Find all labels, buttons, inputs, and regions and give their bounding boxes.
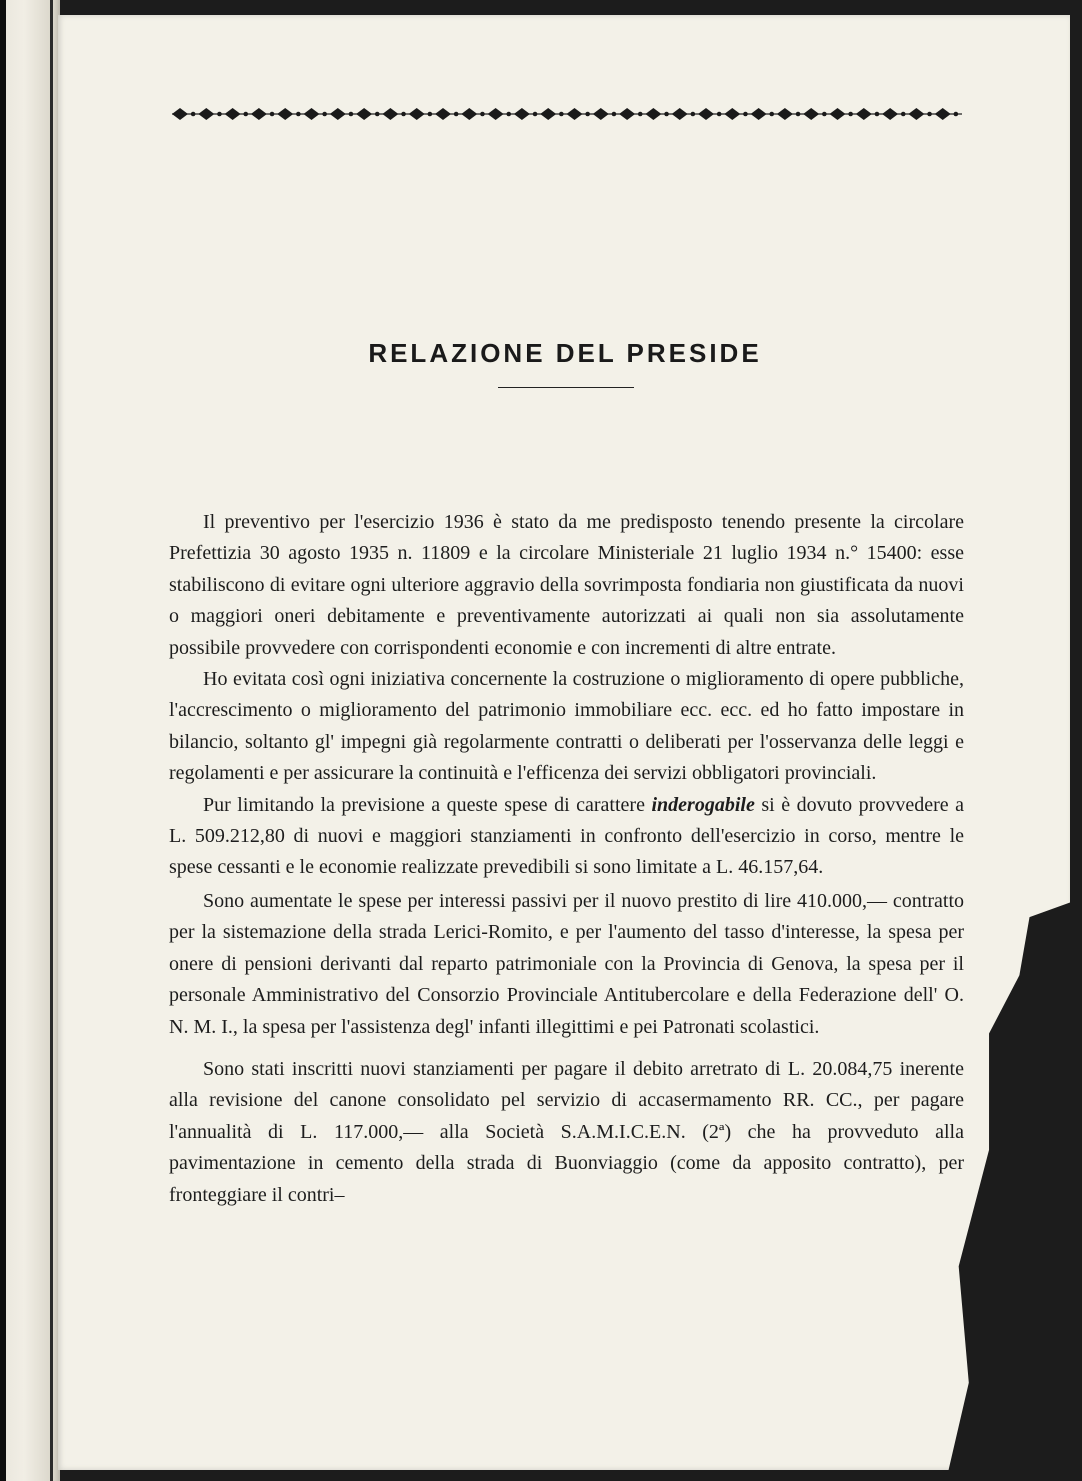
title-underline <box>498 387 634 388</box>
document-body <box>169 507 964 1211</box>
page-title: RELAZIONE DEL PRESIDE <box>368 338 762 368</box>
paragraph: Pur limitando la previsione a queste spese di carattere inderogabile si è dovuto provvedere a L. 509.212,80 di nuovi e maggiori stanziamenti in confronto dell'esercizio in corso, mentre le spese cessanti e le economie realizzate prevedibili si sono limitate a L. 46.157,64. <box>169 793 964 879</box>
paragraph: Sono stati inscritti nuovi stanziamenti per pagare il debito arretrato di L. 20.084,75 inerente alla revisione del canone consolidato pel servizio di accasermamento RR. CC., per pagare l'annualità di L. 117.000,— alla Società S.A.M.I.C.E.N. (2ª) che ha provveduto alla pavimentazione in cemento della strada di Buonviaggio (come da apposito contratto), per fronteggiare il contri– <box>169 1057 964 1206</box>
paragraph: Ho evitata così ogni iniziativa concernente la costruzione o miglioramento di opere pubbliche, l'accrescimento o miglioramento del patrimonio immobiliare ecc. ecc. ed ho fatto impostare in bilancio, soltanto gl' impegni già regolarmente contratti o deliberati per l'osservanza delle leggi e regolamenti e per assicurare la continuità e l'efficenza dei servizi obbligatori provinciali. <box>169 668 964 785</box>
paragraph: Il preventivo per l'esercizio 1936 è stato da me predisposto tenendo presente la circolare Prefettizia 30 agosto 1935 n. 11809 e la circolare Ministeriale 21 luglio 1934 n.° 15400: esse stabiliscono di evitare ogni ulteriore aggravio della sovrimposta fondiaria non giustificata da nuovi o maggiori oneri debitamente e preventivamente autorizzati ai quali non sia assolutamente possibile provvedere con corrispondenti economie e con incrementi di altre entrate. <box>169 511 964 659</box>
scan-border <box>0 0 6 1481</box>
paragraph: Sono aumentate le spese per interessi passivi per il nuovo prestito di lire 410.000,— contratto per la sistemazione della strada Lerici-Romito, e per l'aumento del tasso d'interesse, la spesa per onere di pensioni derivanti dal reparto patrimoniale con la Provincia di Genova, la spesa per il personale Amministrativo del Consorzio Provinciale Antitubercolare e della Federazione dell' O. N. M. I., la spesa per l'assistenza degl' infanti illegittimi e pei Patronati scolastici. <box>169 889 964 1038</box>
book-spine <box>50 0 53 1481</box>
emphasis-word: inderogabile <box>651 793 755 816</box>
diamond-chain-ornament-icon <box>172 104 962 124</box>
